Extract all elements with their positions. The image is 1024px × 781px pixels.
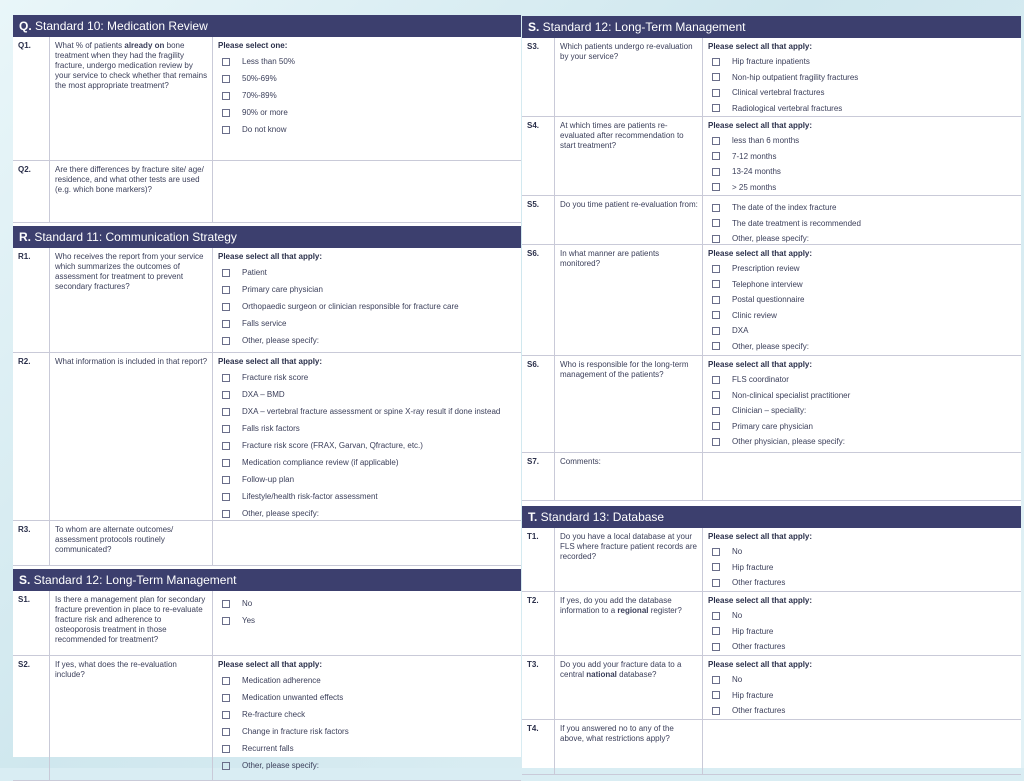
checkbox[interactable]: [712, 438, 720, 446]
checkbox[interactable]: [222, 126, 230, 134]
checkbox[interactable]: [712, 168, 720, 176]
option-label: Other, please specify:: [732, 234, 809, 244]
checkbox[interactable]: [222, 745, 230, 753]
checkbox[interactable]: [222, 109, 230, 117]
answer-option[interactable]: [708, 339, 1021, 355]
question-text: At which times are patients re-evaluated after recommendation to start treatment?: [555, 117, 703, 195]
checkbox[interactable]: [712, 137, 720, 145]
answer-option[interactable]: [708, 85, 1021, 101]
checkbox[interactable]: [712, 104, 720, 112]
option-label: 90% or more: [242, 108, 288, 117]
option-label: Do not know: [242, 125, 287, 134]
answer-cell: [703, 356, 1021, 452]
answer-option[interactable]: [218, 740, 521, 757]
question-code: S6.: [522, 356, 555, 452]
question-code: R2.: [13, 353, 50, 520]
question-row: [13, 37, 521, 161]
checkbox[interactable]: [222, 337, 230, 345]
answer-option[interactable]: [708, 54, 1021, 70]
option-label: Recurrent falls: [242, 744, 294, 753]
option-label: The date of the index fracture: [732, 203, 837, 213]
left-form-page: [13, 15, 521, 770]
checkbox[interactable]: [712, 612, 720, 620]
option-label: Patient: [242, 268, 267, 277]
option-label: Telephone interview: [732, 279, 803, 289]
right-form-page: [522, 16, 1021, 768]
option-label: Non-hip outpatient fragility fractures: [732, 72, 859, 82]
checkbox[interactable]: [222, 677, 230, 685]
question-code: S7.: [522, 453, 555, 500]
answer-option[interactable]: [708, 133, 1021, 149]
checkbox[interactable]: [712, 89, 720, 97]
option-label: Re-fracture check: [242, 710, 306, 719]
question-row: [522, 245, 1021, 356]
checkbox[interactable]: [712, 183, 720, 191]
option-label: Orthopaedic surgeon or clinician responsible for fracture care: [242, 302, 459, 311]
checkbox[interactable]: [222, 269, 230, 277]
checkbox[interactable]: [222, 728, 230, 736]
question-text: What information is included in that report?: [50, 353, 213, 520]
checkbox[interactable]: [712, 707, 720, 715]
answer-cell: [213, 37, 521, 160]
question-code: R3.: [13, 521, 50, 565]
question-row: [522, 117, 1021, 196]
section-letter: Q.: [19, 19, 32, 33]
question-row: [13, 656, 521, 781]
question-emphasis: already on: [124, 41, 165, 50]
answer-instruction: Please select all that apply:: [218, 357, 323, 366]
answer-cell: [213, 161, 521, 222]
option-label: Clinician – speciality:: [732, 406, 807, 416]
answer-option[interactable]: [218, 281, 521, 298]
answer-option[interactable]: [708, 70, 1021, 86]
answer-option[interactable]: [218, 264, 521, 281]
answer-option[interactable]: [218, 420, 521, 437]
answer-cell: [213, 521, 521, 565]
answer-cell: [703, 245, 1021, 355]
answer-instruction: Please select all that apply:: [218, 252, 323, 261]
answer-option[interactable]: [218, 471, 521, 488]
checkbox[interactable]: [712, 219, 720, 227]
section-header: [13, 15, 521, 37]
option-label: 50%-69%: [242, 74, 277, 83]
section-header: [13, 226, 521, 248]
option-label: Hip fracture: [732, 562, 774, 572]
question-code: S4.: [522, 117, 555, 195]
question-code: T1.: [522, 528, 555, 591]
answer-option[interactable]: [708, 624, 1021, 640]
checkbox[interactable]: [222, 493, 230, 501]
answer-option[interactable]: [708, 216, 1021, 232]
checkbox[interactable]: [712, 579, 720, 587]
question-code: S5.: [522, 196, 555, 244]
question-row: [522, 196, 1021, 245]
option-label: Less than 50%: [242, 57, 295, 66]
checkbox[interactable]: [222, 694, 230, 702]
section-letter: S.: [528, 20, 540, 34]
question-code: T3.: [522, 656, 555, 719]
answer-option[interactable]: [708, 200, 1021, 216]
question-text: If you answered no to any of the above, what restrictions apply?: [555, 720, 703, 774]
question-code: Q2.: [13, 161, 50, 222]
answer-cell: [703, 196, 1021, 244]
option-label: FLS coordinator: [732, 375, 789, 385]
answer-option[interactable]: [708, 323, 1021, 339]
option-label: Change in fracture risk factors: [242, 727, 349, 736]
answer-cell: [213, 353, 521, 520]
question-row: [522, 38, 1021, 117]
question-emphasis: national: [586, 670, 617, 679]
answer-option[interactable]: [708, 608, 1021, 624]
checkbox[interactable]: [712, 422, 720, 430]
checkbox[interactable]: [712, 691, 720, 699]
question-code: Q1.: [13, 37, 50, 160]
option-label: Fracture risk score: [242, 373, 309, 382]
checkbox[interactable]: [222, 442, 230, 450]
option-label: Other, please specify:: [242, 761, 319, 770]
checkbox[interactable]: [712, 676, 720, 684]
answer-option[interactable]: [218, 689, 521, 706]
section-letter: T.: [528, 510, 538, 524]
question-code: S1.: [13, 591, 50, 655]
checkbox[interactable]: [712, 280, 720, 288]
answer-option[interactable]: [218, 298, 521, 315]
option-label: Postal questionnaire: [732, 295, 805, 305]
question-text: Which patients undergo re-evaluation by your service?: [555, 38, 703, 116]
option-label: Primary care physician: [242, 285, 323, 294]
checkbox[interactable]: [712, 73, 720, 81]
question-row: [13, 161, 521, 223]
question-text: Comments:: [555, 453, 703, 500]
checkbox[interactable]: [222, 92, 230, 100]
question-text: What % of patients already on bone treatment when they had the fragility fracture, undergo medication review by your service to check whether that remains the most appropriate treatment?: [50, 37, 213, 160]
answer-option[interactable]: [708, 403, 1021, 419]
question-code: S2.: [13, 656, 50, 780]
answer-cell: [703, 453, 1021, 500]
option-label: Hip fracture inpatients: [732, 57, 810, 67]
option-label: Primary care physician: [732, 421, 813, 431]
checkbox[interactable]: [712, 643, 720, 651]
option-label: DXA – vertebral fracture assessment or spine X-ray result if done instead: [242, 407, 501, 416]
answer-option[interactable]: [218, 723, 521, 740]
answer-option[interactable]: [218, 454, 521, 471]
option-label: DXA: [732, 326, 749, 336]
checkbox[interactable]: [222, 303, 230, 311]
question-row: [13, 248, 521, 353]
answer-option[interactable]: [708, 419, 1021, 435]
answer-option[interactable]: [708, 308, 1021, 324]
answer-option[interactable]: [708, 180, 1021, 196]
answer-cell: [703, 528, 1021, 591]
question-row: [13, 353, 521, 521]
answer-instruction: Please select all that apply:: [708, 360, 813, 369]
option-label: Hip fracture: [732, 626, 774, 636]
section-title: Standard 13: Database: [537, 510, 665, 524]
section-header: [522, 506, 1021, 528]
option-label: Medication unwanted effects: [242, 693, 344, 702]
question-code: S6.: [522, 245, 555, 355]
option-label: DXA – BMD: [242, 390, 285, 399]
option-label: Lifestyle/health risk-factor assessment: [242, 492, 378, 501]
option-label: Medication adherence: [242, 676, 321, 685]
option-label: Radiological vertebral fractures: [732, 103, 843, 113]
question-text: Are there differences by fracture site/ age/ residence, and what other tests are used (e.g. which bone markers)?: [50, 161, 213, 222]
option-label: less than 6 months: [732, 136, 800, 146]
answer-option[interactable]: [218, 757, 521, 774]
answer-option[interactable]: [708, 639, 1021, 655]
answer-option[interactable]: [708, 434, 1021, 450]
answer-cell: [703, 117, 1021, 195]
checkbox[interactable]: [712, 627, 720, 635]
answer-option[interactable]: [218, 386, 521, 403]
checkbox[interactable]: [712, 235, 720, 243]
question-row: [522, 656, 1021, 720]
question-row: [522, 528, 1021, 592]
option-label: Follow-up plan: [242, 475, 295, 484]
question-code: S3.: [522, 38, 555, 116]
answer-option[interactable]: [708, 575, 1021, 591]
answer-option[interactable]: [708, 703, 1021, 719]
answer-option[interactable]: [708, 164, 1021, 180]
question-row: [522, 356, 1021, 453]
answer-option[interactable]: [708, 688, 1021, 704]
section-letter: S.: [19, 573, 31, 587]
answer-instruction: Please select all that apply:: [708, 249, 813, 258]
checkbox[interactable]: [222, 286, 230, 294]
answer-option[interactable]: [218, 672, 521, 689]
answer-option[interactable]: [218, 332, 521, 349]
answer-option[interactable]: [218, 437, 521, 454]
option-label: Yes: [242, 616, 256, 625]
answer-option[interactable]: [218, 595, 521, 612]
answer-option[interactable]: [218, 70, 521, 87]
checkbox[interactable]: [712, 311, 720, 319]
answer-instruction: Please select all that apply:: [218, 660, 323, 669]
option-label: Other fractures: [732, 642, 786, 652]
checkbox[interactable]: [222, 425, 230, 433]
option-label: Other fractures: [732, 706, 786, 716]
option-label: Hip fracture: [732, 690, 774, 700]
checkbox[interactable]: [222, 408, 230, 416]
question-row: [522, 453, 1021, 501]
checkbox[interactable]: [222, 617, 230, 625]
answer-option[interactable]: [218, 369, 521, 386]
answer-option[interactable]: [708, 261, 1021, 277]
answer-option[interactable]: [218, 315, 521, 332]
answer-option[interactable]: [218, 612, 521, 629]
option-label: No: [732, 547, 743, 557]
checkbox[interactable]: [712, 407, 720, 415]
answer-option[interactable]: [708, 101, 1021, 117]
option-label: Other fractures: [732, 578, 786, 588]
section-header: [522, 16, 1021, 38]
question-row: [13, 521, 521, 566]
option-label: Medication compliance review (if applicable): [242, 458, 399, 467]
section-title: Standard 12: Long-Term Management: [539, 20, 746, 34]
option-label: Other, please specify:: [242, 336, 319, 345]
answer-cell: [703, 38, 1021, 116]
option-label: No: [732, 611, 743, 621]
answer-option[interactable]: [708, 149, 1021, 165]
section-title: Standard 11: Communication Strategy: [31, 230, 237, 244]
answer-option[interactable]: [708, 560, 1021, 576]
answer-option[interactable]: [218, 53, 521, 70]
option-label: Falls risk factors: [242, 424, 300, 433]
checkbox[interactable]: [222, 391, 230, 399]
answer-cell: [213, 248, 521, 352]
answer-option[interactable]: [708, 672, 1021, 688]
section-header: [13, 569, 521, 591]
checkbox[interactable]: [712, 376, 720, 384]
answer-cell: [213, 656, 521, 780]
question-text: Do you time patient re-evaluation from:: [555, 196, 703, 244]
checkbox[interactable]: [222, 510, 230, 518]
checkbox[interactable]: [222, 762, 230, 770]
answer-cell: [703, 720, 1021, 774]
checkbox[interactable]: [712, 152, 720, 160]
answer-option[interactable]: [708, 292, 1021, 308]
option-label: Prescription review: [732, 264, 800, 274]
answer-option[interactable]: [218, 104, 521, 121]
checkbox[interactable]: [222, 320, 230, 328]
section-title: Standard 10: Medication Review: [31, 19, 208, 33]
answer-option[interactable]: [708, 372, 1021, 388]
answer-instruction: Please select all that apply:: [708, 42, 813, 51]
option-label: Fracture risk score (FRAX, Garvan, Qfracture, etc.): [242, 441, 423, 450]
question-text: Who is responsible for the long-term management of the patients?: [555, 356, 703, 452]
question-row: [522, 592, 1021, 656]
question-code: T2.: [522, 592, 555, 655]
answer-option[interactable]: [708, 277, 1021, 293]
checkbox[interactable]: [222, 711, 230, 719]
checkbox[interactable]: [712, 548, 720, 556]
section-title: Standard 12: Long-Term Management: [30, 573, 237, 587]
option-label: Clinic review: [732, 310, 777, 320]
checkbox[interactable]: [222, 374, 230, 382]
option-label: Other physician, please specify:: [732, 437, 845, 447]
question-row: [522, 720, 1021, 775]
option-label: 70%-89%: [242, 91, 277, 100]
answer-option[interactable]: [218, 706, 521, 723]
option-label: Other, please specify:: [732, 341, 809, 351]
checkbox[interactable]: [222, 476, 230, 484]
answer-instruction: Please select one:: [218, 41, 288, 50]
answer-cell: [703, 656, 1021, 719]
question-text: If yes, do you add the database information to a regional register?: [555, 592, 703, 655]
answer-instruction: Please select all that apply:: [708, 660, 813, 669]
answer-option[interactable]: [708, 544, 1021, 560]
checkbox[interactable]: [712, 342, 720, 350]
checkbox[interactable]: [712, 58, 720, 66]
checkbox[interactable]: [222, 58, 230, 66]
answer-cell: [703, 592, 1021, 655]
answer-instruction: Please select all that apply:: [708, 121, 813, 130]
option-label: Other, please specify:: [242, 509, 319, 518]
option-label: 13-24 months: [732, 167, 781, 177]
answer-option[interactable]: [218, 403, 521, 420]
option-label: No: [732, 675, 743, 685]
option-label: No: [242, 599, 253, 608]
question-text: In what manner are patients monitored?: [555, 245, 703, 355]
section-letter: R.: [19, 230, 31, 244]
checkbox[interactable]: [222, 75, 230, 83]
answer-option[interactable]: [218, 87, 521, 104]
question-text: Who receives the report from your service which summarizes the outcomes of assessment for treatment to prevent secondary fractures?: [50, 248, 213, 352]
answer-option[interactable]: [218, 488, 521, 505]
answer-instruction: Please select all that apply:: [708, 532, 813, 541]
question-text: Do you add your fracture data to a central national database?: [555, 656, 703, 719]
checkbox[interactable]: [712, 265, 720, 273]
answer-cell: [213, 591, 521, 655]
option-label: > 25 months: [732, 182, 777, 192]
checkbox[interactable]: [712, 296, 720, 304]
answer-option[interactable]: [218, 121, 521, 138]
question-code: T4.: [522, 720, 555, 774]
checkbox[interactable]: [222, 459, 230, 467]
checkbox[interactable]: [712, 327, 720, 335]
option-label: Falls service: [242, 319, 287, 328]
question-text: To whom are alternate outcomes/ assessment protocols routinely communicated?: [50, 521, 213, 565]
question-text: Do you have a local database at your FLS where fracture patient records are recorded?: [555, 528, 703, 591]
answer-option[interactable]: [218, 505, 521, 522]
checkbox[interactable]: [712, 391, 720, 399]
option-label: The date treatment is recommended: [732, 218, 861, 228]
answer-option[interactable]: [708, 388, 1021, 404]
checkbox[interactable]: [222, 600, 230, 608]
question-text: Is there a management plan for secondary fracture prevention in place to re-evaluate fracture risk and adherence to osteoporosis treatment in those recommended for treatment?: [50, 591, 213, 655]
question-text: If yes, what does the re-evaluation include?: [50, 656, 213, 780]
option-label: Clinical vertebral fractures: [732, 88, 825, 98]
question-row: [13, 591, 521, 656]
question-code: R1.: [13, 248, 50, 352]
option-label: 7-12 months: [732, 151, 777, 161]
option-label: Non-clinical specialist practitioner: [732, 390, 851, 400]
checkbox[interactable]: [712, 204, 720, 212]
checkbox[interactable]: [712, 563, 720, 571]
answer-instruction: Please select all that apply:: [708, 596, 813, 605]
question-emphasis: regional: [617, 606, 649, 615]
